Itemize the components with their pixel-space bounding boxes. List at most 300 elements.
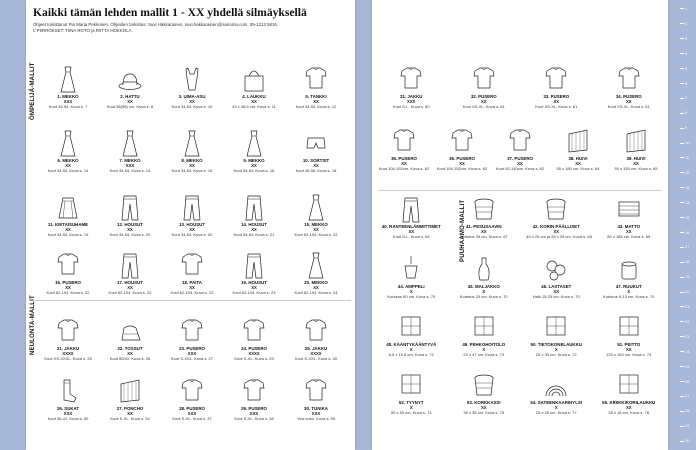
ruler-tick: 23 bbox=[680, 334, 689, 339]
difficulty-level: XX bbox=[313, 163, 319, 168]
size-info: Koot S-XL. Kuva s. 38 bbox=[234, 416, 274, 421]
pattern-illustration bbox=[117, 378, 143, 406]
pattern-item bbox=[162, 194, 222, 246]
pattern-name: 7. MEKKO bbox=[119, 158, 141, 163]
pattern-item bbox=[224, 194, 284, 246]
pattern-item bbox=[224, 252, 284, 304]
pattern-item bbox=[454, 256, 514, 308]
difficulty-level: X bbox=[409, 347, 413, 352]
pattern-name: 48. KÄÄNTYKÄÄNTYVÄ bbox=[386, 342, 437, 347]
pattern-illustration bbox=[241, 66, 267, 94]
difficulty-level: XX bbox=[251, 227, 257, 232]
size-info: Koot 104-152cm. Kuva s. 62 bbox=[436, 166, 488, 171]
pattern-item bbox=[38, 194, 98, 246]
pattern-item bbox=[599, 256, 659, 308]
pattern-illustration bbox=[616, 256, 642, 284]
pattern-item bbox=[454, 314, 514, 366]
difficulty-level: XXX bbox=[63, 99, 73, 104]
pattern-illustration bbox=[179, 318, 205, 346]
pattern-name: 44. AMPPELI bbox=[397, 284, 425, 289]
size-info: Koot 34-54. Kuva s. 21 bbox=[233, 232, 275, 237]
size-info: Koot XS-XL. Kuva s. 61 bbox=[607, 104, 650, 109]
pattern-illustration bbox=[616, 372, 642, 400]
pattern-name: 6. MEKKO bbox=[57, 158, 79, 163]
pattern-item bbox=[100, 194, 160, 246]
pattern-item bbox=[286, 252, 346, 304]
difficulty-level: XX bbox=[65, 227, 71, 232]
size-info: 55 x 180 cm. Kuva s. 64 bbox=[556, 166, 600, 171]
size-info: 50 x 50 cm. Kuva s. 74 bbox=[390, 410, 432, 415]
pattern-illustration bbox=[543, 256, 569, 284]
difficulty-level: XXX bbox=[187, 351, 197, 356]
pattern-name: 8. MEKKO bbox=[181, 158, 203, 163]
difficulty-level: XX bbox=[313, 285, 319, 290]
ruler-tick: 10 bbox=[680, 140, 689, 145]
pattern-name: 3. UIMA-ASU bbox=[178, 94, 206, 99]
pattern-illustration bbox=[241, 194, 267, 222]
size-info: Koot S-XL. Kuva s. 34 bbox=[110, 416, 150, 421]
size-info: 40 x 25 cm ja 28 x 29 cm. Kuva s. 68 bbox=[526, 234, 592, 239]
difficulty-level: XXX bbox=[125, 163, 135, 168]
ruler-tick: 6 bbox=[680, 81, 687, 86]
pattern-illustration bbox=[303, 318, 329, 346]
difficulty-level: XX bbox=[480, 99, 487, 104]
pattern-item bbox=[162, 318, 222, 370]
pattern-item bbox=[224, 378, 284, 430]
pattern-item bbox=[490, 128, 550, 180]
ruler-tick: 9 bbox=[680, 125, 687, 130]
pattern-name: 52. TYYNYT bbox=[398, 400, 424, 405]
difficulty-level: XX bbox=[480, 405, 487, 410]
size-info: Koot 62-104. Kuva s. 22 bbox=[170, 290, 214, 295]
pattern-name: 25. JAKKU bbox=[304, 346, 328, 351]
pattern-name: 24. PUSERO bbox=[241, 346, 267, 351]
difficulty-level: XXXX bbox=[310, 351, 322, 356]
pattern-illustration bbox=[471, 196, 497, 224]
pattern-name: 22. TOSSUT bbox=[117, 346, 143, 351]
pattern-illustration bbox=[398, 372, 424, 400]
pattern-name: 28. PUSERO bbox=[179, 406, 205, 411]
pattern-name: 42. KORIN PÄÄLLISET bbox=[532, 224, 580, 229]
difficulty-level: XX bbox=[189, 227, 195, 232]
pattern-illustration bbox=[117, 130, 143, 158]
pattern-illustration bbox=[117, 318, 143, 346]
pattern-item bbox=[162, 130, 222, 182]
size-info: Koot S-L. Kuva s. 60 bbox=[392, 104, 430, 109]
pattern-illustration bbox=[471, 372, 497, 400]
difficulty-level: X bbox=[482, 347, 486, 352]
pattern-name: 17. HOUSUT bbox=[117, 280, 143, 285]
size-info: Korkeus 9-13 cm. Kuva s. 70 bbox=[603, 294, 655, 299]
pattern-illustration bbox=[55, 318, 81, 346]
pattern-illustration bbox=[55, 130, 81, 158]
pattern-name: 15. MEKKO bbox=[304, 222, 328, 227]
pattern-illustration bbox=[471, 66, 497, 94]
pattern-item bbox=[100, 66, 160, 118]
pattern-name: 23. PUSERO bbox=[179, 346, 205, 351]
pattern-illustration bbox=[616, 196, 642, 224]
pattern-illustration bbox=[565, 128, 591, 156]
difficulty-level: XX bbox=[401, 161, 407, 166]
ruler-tick: 14 bbox=[680, 200, 689, 205]
pattern-name: 16. PUSERO bbox=[55, 280, 81, 285]
difficulty-level: XX bbox=[553, 99, 560, 104]
size-info: 8,5 x 15,5 cm. Kuva s. 72 bbox=[388, 352, 434, 357]
pattern-item bbox=[599, 314, 659, 366]
pattern-name: 4. LAUKKU bbox=[242, 94, 266, 99]
size-info: 23 x 47 cm. Kuva s. 73 bbox=[463, 352, 505, 357]
difficulty-level: XX bbox=[459, 161, 465, 166]
pattern-name: 50. TIETOKONELAUKKU bbox=[530, 342, 582, 347]
difficulty-level: XX bbox=[65, 285, 71, 290]
difficulty-level: XX bbox=[480, 229, 487, 234]
size-info: Korkeus 80 cm. Kuva s. 70 bbox=[387, 294, 436, 299]
pattern-item bbox=[454, 66, 514, 118]
difficulty-level: XX bbox=[633, 161, 639, 166]
ruler-tick: 30 bbox=[680, 438, 689, 443]
size-info: Koot 34-54. Kuva s. 19 bbox=[47, 232, 89, 237]
pattern-name: 18. PAITA bbox=[182, 280, 202, 285]
difficulty-level: XX bbox=[517, 161, 523, 166]
pattern-name: 19. HOUSUT bbox=[241, 280, 267, 285]
ruler-tick: 20 bbox=[680, 289, 689, 294]
difficulty-level: X bbox=[482, 289, 486, 294]
pattern-name: 43. MATTO bbox=[617, 224, 641, 229]
pattern-name: 11. KIETAISUHAME bbox=[47, 222, 89, 227]
pattern-item bbox=[38, 318, 98, 370]
size-info: 50 x 150 cm. Kuva s. 65 bbox=[614, 166, 658, 171]
ruler-tick: 16 bbox=[680, 230, 689, 235]
pattern-item bbox=[526, 314, 586, 366]
difficulty-level: XX bbox=[408, 229, 415, 234]
pattern-illustration bbox=[303, 130, 329, 158]
size-info: Koot XS-XL. Kuva s. 61 bbox=[462, 104, 505, 109]
difficulty-level: XX bbox=[251, 285, 257, 290]
size-info: Korkeus 35 cm. Kuva s. 67 bbox=[459, 234, 508, 239]
pattern-item bbox=[454, 372, 514, 424]
difficulty-level: XX bbox=[189, 99, 195, 104]
section-divider bbox=[378, 190, 662, 191]
pattern-item bbox=[526, 66, 586, 118]
ruler-tick: 5 bbox=[680, 66, 687, 71]
size-info: 28 x 18 cm. Kuva s. 78 bbox=[608, 410, 650, 415]
pattern-illustration bbox=[241, 252, 267, 280]
pattern-illustration bbox=[241, 378, 267, 406]
pattern-item bbox=[381, 256, 441, 308]
pattern-name: 36. PUSERO bbox=[449, 156, 475, 161]
size-info: Koot 34-54. Kuva s. 20 bbox=[171, 232, 213, 237]
difficulty-level: XX bbox=[189, 163, 195, 168]
pattern-item bbox=[432, 128, 492, 180]
pattern-illustration bbox=[398, 256, 424, 284]
pattern-item bbox=[38, 252, 98, 304]
size-info: Koot XS-XXXL. Kuva s. 25 bbox=[44, 356, 92, 361]
pattern-illustration bbox=[303, 378, 329, 406]
left-page bbox=[26, 0, 355, 450]
size-info: Yksi koko. Kuva s. 59 bbox=[296, 416, 336, 421]
difficulty-level: XX bbox=[127, 285, 133, 290]
pattern-illustration bbox=[543, 372, 569, 400]
pattern-item bbox=[224, 318, 284, 370]
pattern-name: 32. PUSERO bbox=[470, 94, 497, 99]
ruler-tick: 3 bbox=[680, 36, 687, 41]
pattern-name: 5. TANKKI bbox=[305, 94, 327, 99]
difficulty-level: XX bbox=[553, 229, 560, 234]
difficulty-level: XX bbox=[189, 285, 195, 290]
ruler-tick: 24 bbox=[680, 349, 689, 354]
pattern-illustration bbox=[471, 314, 497, 342]
size-info: Koot XS-XL. Kuva s. 61 bbox=[535, 104, 578, 109]
pattern-name: 34. PUSERO bbox=[615, 94, 642, 99]
pattern-item bbox=[381, 66, 441, 118]
difficulty-level: XX bbox=[251, 99, 257, 104]
pattern-illustration bbox=[398, 196, 424, 224]
size-info: Koot 34-54. Kuva s. 12 bbox=[295, 104, 337, 109]
pattern-illustration bbox=[543, 66, 569, 94]
pattern-illustration bbox=[303, 252, 329, 280]
pattern-item bbox=[381, 372, 441, 424]
size-info: Koot 34-54. Kuva s. 10 bbox=[171, 104, 213, 109]
pattern-name: 14. HOUSUT bbox=[241, 222, 267, 227]
pattern-illustration bbox=[179, 130, 205, 158]
pattern-name: 29. PUSERO bbox=[241, 406, 267, 411]
section-label-sewing: ÖMPELIJÄ-MALLIT bbox=[30, 62, 36, 120]
right-page bbox=[372, 0, 668, 450]
difficulty-level: XX bbox=[313, 99, 319, 104]
difficulty-level: XXX bbox=[311, 411, 321, 416]
pattern-name: 46. LASTASET bbox=[541, 284, 572, 289]
pattern-name: 39. HUIVI bbox=[626, 156, 646, 161]
ruler-tick: 28 bbox=[680, 408, 689, 413]
size-info: Halk 15-25 cm. Kuva s. 70 bbox=[532, 294, 580, 299]
difficulty-level: XX bbox=[625, 99, 632, 104]
difficulty-level: XX bbox=[625, 405, 632, 410]
size-info: Koot 104-152cm. Kuva s. 62 bbox=[378, 166, 430, 171]
difficulty-level: XXX bbox=[249, 411, 259, 416]
difficulty-level: XX bbox=[127, 227, 133, 232]
difficulty-level: XX bbox=[313, 227, 319, 232]
difficulty-level: X bbox=[554, 405, 558, 410]
size-info: Koot 92-140cm. Kuva s. 62 bbox=[495, 166, 545, 171]
size-info: 43 x 38,5 cm. Kuva s. 11 bbox=[232, 104, 276, 109]
ruler-tick: 11 bbox=[680, 155, 689, 160]
pattern-name: 13. HOUSUT bbox=[179, 222, 205, 227]
size-info: Koot S-XXL. Kuva s. 30 bbox=[294, 356, 338, 361]
ruler-tick: 19 bbox=[680, 274, 689, 279]
pattern-name: 21. JAKKU bbox=[56, 346, 80, 351]
ruler-tick: 26 bbox=[680, 379, 689, 384]
difficulty-level: XX bbox=[625, 229, 632, 234]
pattern-name: 9. MEKKO bbox=[243, 158, 265, 163]
pattern-name: 40. RANTEENLÄMMITTIMET bbox=[381, 224, 441, 229]
size-info: Koot 62-104. Kuva s. 22 bbox=[46, 290, 90, 295]
size-info: Koot S-L. Kuva s. 66 bbox=[392, 234, 430, 239]
size-info: Koot 62-104. Kuva s. 24 bbox=[294, 290, 338, 295]
illustration-credits: // PIIRROKSET: TIINA ROTO ja RIITTA HOKKOLA bbox=[33, 28, 132, 33]
difficulty-level: XXXX bbox=[248, 351, 260, 356]
ruler-tick: 7 bbox=[680, 95, 687, 100]
pattern-illustration bbox=[449, 128, 475, 156]
size-info: Koot 62-104. Kuva s. 22 bbox=[108, 290, 152, 295]
pattern-item bbox=[454, 196, 514, 248]
ruler-tick: 1 bbox=[680, 6, 687, 11]
pattern-item bbox=[286, 318, 346, 370]
pattern-illustration bbox=[55, 66, 81, 94]
ruler-tick: 15 bbox=[680, 215, 689, 220]
ruler-tick: 12 bbox=[680, 170, 689, 175]
pattern-item bbox=[286, 66, 346, 118]
size-info: Koot S-XL. Kuva s. 37 bbox=[172, 416, 212, 421]
pattern-name: 12. HOUSUT bbox=[117, 222, 143, 227]
pattern-name: 20. MEKKO bbox=[304, 280, 328, 285]
ruler-tick: 29 bbox=[680, 423, 689, 428]
section-label-knitting: NEULONTA-MALLIT bbox=[30, 295, 36, 355]
ruler-tick: 18 bbox=[680, 259, 689, 264]
difficulty-level: XX bbox=[127, 99, 133, 104]
pattern-illustration bbox=[616, 314, 642, 342]
pattern-illustration bbox=[303, 194, 329, 222]
difficulty-level: XX bbox=[251, 163, 257, 168]
pattern-item bbox=[100, 252, 160, 304]
difficulty-level: XXXX bbox=[62, 351, 74, 356]
pattern-name: 45. MALJAKKO bbox=[467, 284, 500, 289]
pattern-item bbox=[286, 194, 346, 246]
pattern-name: 26. SUKAT bbox=[56, 406, 80, 411]
size-info: Koot 56(58) cm. Kuva s. 8 bbox=[106, 104, 154, 109]
pattern-item bbox=[224, 130, 284, 182]
pattern-item bbox=[38, 378, 98, 430]
ruler-tick: 2 bbox=[680, 21, 687, 26]
pattern-illustration bbox=[398, 314, 424, 342]
size-info: Koot 62-104. Kuva s. 22 bbox=[294, 232, 338, 237]
pattern-name: 47. RUUKUT bbox=[615, 284, 642, 289]
pattern-item bbox=[374, 128, 434, 180]
size-info: 25 x 25 cm. Kuva s. 77 bbox=[535, 410, 577, 415]
pattern-item bbox=[381, 314, 441, 366]
pattern-name: 27. PONCHO bbox=[116, 406, 144, 411]
size-info: Koot S-XXL. Kuva s. 27 bbox=[170, 356, 214, 361]
pattern-item bbox=[100, 318, 160, 370]
difficulty-level: X bbox=[554, 347, 558, 352]
size-info: 25 x 33 cm. Kuva s. 72 bbox=[535, 352, 577, 357]
difficulty-level: XX bbox=[127, 411, 133, 416]
pattern-item bbox=[526, 372, 586, 424]
size-info: Koot 34-54. Kuva s. 14 bbox=[47, 168, 89, 173]
pattern-item bbox=[162, 66, 222, 118]
difficulty-level: XXX bbox=[407, 99, 416, 104]
difficulty-level: XX bbox=[553, 289, 560, 294]
size-info: Koot 34-54. Kuva s. 15 bbox=[171, 168, 213, 173]
pattern-name: 55. KRIIKKIKORILAUKKU bbox=[602, 400, 656, 405]
difficulty-level: XX bbox=[65, 163, 71, 168]
pattern-illustration bbox=[507, 128, 533, 156]
ruler-tick: 27 bbox=[680, 393, 689, 398]
pattern-illustration bbox=[117, 194, 143, 222]
pattern-name: 30. TUNIKA bbox=[304, 406, 328, 411]
difficulty-level: XX bbox=[127, 351, 133, 356]
pattern-illustration bbox=[303, 66, 329, 94]
pattern-name: 37. PUSERO bbox=[507, 156, 533, 161]
pattern-name: 54. SATEENKAARIHYLSI bbox=[530, 400, 583, 405]
pattern-illustration bbox=[55, 252, 81, 280]
pattern-name: 2. HATTU bbox=[120, 94, 140, 99]
section-label-crafts: PUUHAAMO-MALLIT bbox=[460, 199, 466, 262]
difficulty-level: XX bbox=[575, 161, 581, 166]
difficulty-level: XXX bbox=[63, 411, 73, 416]
difficulty-level: X bbox=[409, 405, 413, 410]
page-ruler bbox=[680, 0, 696, 450]
ruler-tick: 25 bbox=[680, 364, 689, 369]
size-info: Koot 62-104. Kuva s. 23 bbox=[232, 290, 276, 295]
size-info: Koot 34-54. Kuva s. 20 bbox=[109, 232, 151, 237]
pattern-illustration bbox=[543, 196, 569, 224]
size-info: Koot 34-54. Kuva s. 7 bbox=[48, 104, 88, 109]
pattern-item bbox=[162, 252, 222, 304]
size-info: Koot 80/41. Kuva s. 26 bbox=[109, 356, 151, 361]
pattern-name: 1. MEKKO bbox=[57, 94, 79, 99]
pattern-item bbox=[38, 130, 98, 182]
size-info: Koot 34-54. Kuva s. 16 bbox=[233, 168, 275, 173]
pattern-illustration bbox=[543, 314, 569, 342]
difficulty-level: X bbox=[409, 289, 413, 294]
pattern-item bbox=[599, 196, 659, 248]
pattern-item bbox=[526, 256, 586, 308]
pattern-item bbox=[38, 66, 98, 118]
pattern-name: 38. HUIVI bbox=[568, 156, 588, 161]
pattern-illustration bbox=[179, 378, 205, 406]
pattern-item bbox=[606, 128, 666, 180]
pattern-illustration bbox=[55, 378, 81, 406]
ruler-tick: 4 bbox=[680, 51, 687, 56]
ruler-tick: 17 bbox=[680, 244, 689, 249]
difficulty-level: X bbox=[627, 289, 631, 294]
pattern-illustration bbox=[117, 66, 143, 94]
pattern-item bbox=[599, 372, 659, 424]
pattern-item bbox=[526, 196, 592, 248]
pattern-illustration bbox=[391, 128, 417, 156]
pattern-name: 33. PUSERO bbox=[543, 94, 570, 99]
size-info: Koot S-XL. Kuva s. 29 bbox=[234, 356, 274, 361]
difficulty-level: XX bbox=[625, 347, 632, 352]
ruler-tick: 8 bbox=[680, 110, 687, 115]
pattern-name: 51. PEITTO bbox=[617, 342, 641, 347]
pattern-illustration bbox=[623, 128, 649, 156]
pattern-item bbox=[381, 196, 441, 248]
credits-line: Ohjeet toimittanut Pia Maria Pekkonen. Ohjeiden tarkistus: Suvi Hakkarainen, suvi.hakkarainen@sanoma.com, 09-1213 5816. bbox=[33, 22, 279, 27]
pattern-illustration bbox=[117, 252, 143, 280]
size-info: Koot 46-56. Kuva s. 18 bbox=[295, 168, 337, 173]
pattern-item bbox=[286, 130, 346, 182]
pattern-name: 41. PESUSAAVIN bbox=[465, 224, 502, 229]
pattern-item bbox=[100, 130, 160, 182]
pattern-illustration bbox=[179, 66, 205, 94]
pattern-illustration bbox=[55, 194, 81, 222]
pattern-item bbox=[599, 66, 659, 118]
size-info: 80 x 185 cm. Kuva s. 69 bbox=[607, 234, 651, 239]
pattern-illustration bbox=[241, 318, 267, 346]
size-info: 120 x 150 cm. Kuva s. 74 bbox=[606, 352, 652, 357]
ruler-tick: 13 bbox=[680, 185, 689, 190]
ruler-tick: 22 bbox=[680, 319, 689, 324]
pattern-illustration bbox=[241, 130, 267, 158]
page-title: Kaikki tämän lehden mallit 1 - XX yhdellä silmäyksellä bbox=[33, 6, 307, 19]
size-info: Korkeus 20 cm. Kuva s. 70 bbox=[459, 294, 508, 299]
size-info: Koot 34-54. Kuva s. 14 bbox=[109, 168, 151, 173]
pattern-item bbox=[162, 378, 222, 430]
pattern-name: 53. KORKKASSI bbox=[466, 400, 501, 405]
pattern-item bbox=[286, 378, 346, 430]
size-info: 35 x 35 cm. Kuva s. 75 bbox=[463, 410, 505, 415]
